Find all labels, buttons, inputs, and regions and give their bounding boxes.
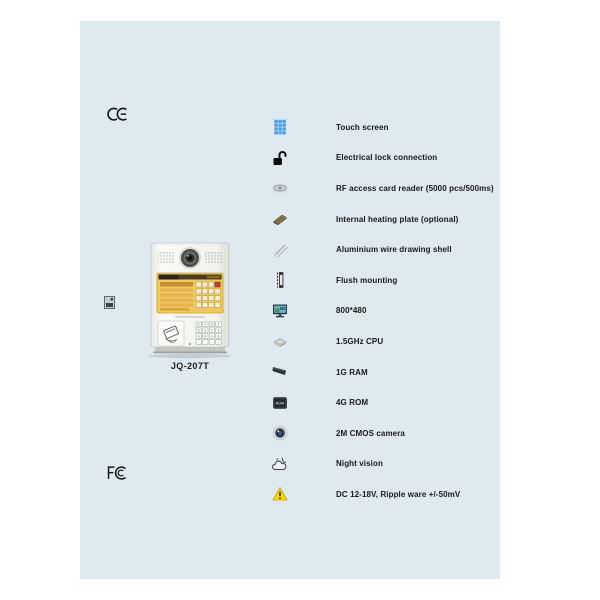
rf-card-reader-icon	[268, 180, 292, 196]
feature-row	[268, 479, 494, 510]
feature-label: 1G RAM	[336, 367, 368, 377]
feature-label: Electrical lock connection	[336, 153, 438, 163]
feature-list	[268, 112, 494, 510]
feature-row	[268, 265, 494, 296]
thumbnail-icon	[104, 296, 115, 314]
cpu-icon	[268, 333, 292, 349]
night-vision-icon	[268, 456, 292, 472]
feature-row	[268, 234, 494, 265]
svg-text:ROM: ROM	[275, 401, 285, 406]
product-model-label: JQ-207T	[170, 361, 210, 371]
feature-label: 800*480	[336, 306, 367, 316]
feature-row	[268, 112, 494, 143]
feature-label: Night vision	[336, 459, 383, 469]
ram-chip-icon	[268, 364, 292, 380]
open-lock-icon	[268, 150, 292, 166]
spec-sheet-panel	[80, 21, 500, 579]
feature-row	[268, 357, 494, 388]
ce-mark-icon	[105, 106, 127, 129]
feature-row	[268, 204, 494, 235]
feature-label: RF access card reader (5000 pcs/500ms)	[336, 183, 494, 193]
warning-triangle-icon	[268, 486, 292, 502]
monitor-icon	[268, 303, 292, 319]
feature-row	[268, 387, 494, 418]
feature-row	[268, 173, 494, 204]
feature-row	[268, 296, 494, 327]
feature-label: 4G ROM	[336, 398, 369, 408]
feature-row	[268, 326, 494, 357]
feature-label: 2M CMOS camera	[336, 428, 405, 438]
fcc-mark-icon	[106, 464, 128, 487]
feature-label: DC 12-18V, Ripple ware +/-50mV	[336, 489, 461, 499]
camera-lens-icon	[268, 425, 292, 441]
feature-label: Flush mounting	[336, 275, 398, 285]
feature-row	[268, 143, 494, 174]
flush-mount-icon	[268, 271, 292, 289]
wire-drawing-icon	[268, 242, 292, 258]
feature-row	[268, 449, 494, 480]
feature-label: Internal heating plate (optional)	[336, 214, 459, 224]
feature-label: Aluminium wire drawing shell	[336, 245, 452, 255]
feature-row	[268, 418, 494, 449]
rom-chip-icon	[268, 395, 292, 411]
touch-screen-icon	[268, 119, 292, 135]
feature-label: 1.5GHz CPU	[336, 336, 384, 346]
heating-plate-icon	[268, 211, 292, 227]
product-image	[145, 240, 235, 377]
feature-label: Touch screen	[336, 122, 389, 132]
